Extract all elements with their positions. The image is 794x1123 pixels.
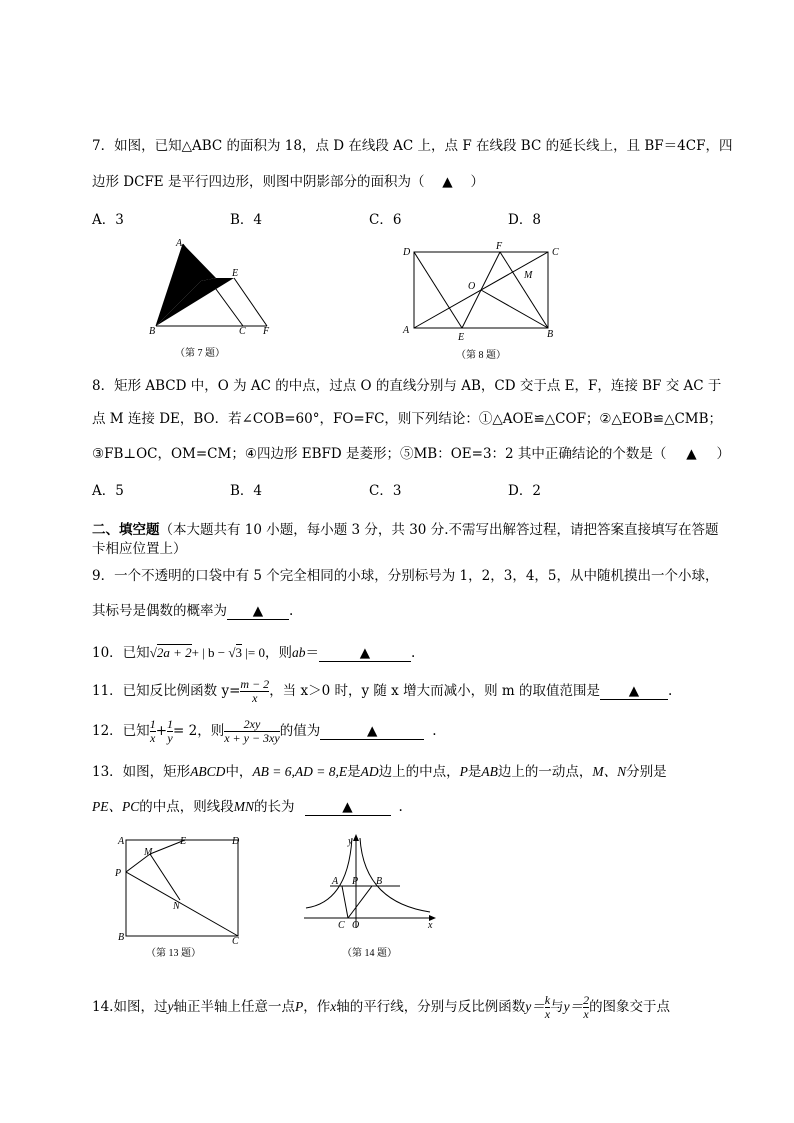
q14-kx: x (544, 1007, 551, 1021)
fig7-label-b: B (149, 326, 156, 337)
fig8-segment-fb (500, 252, 548, 328)
q9-line2-text: 其标号是偶数的概率为 (92, 603, 227, 619)
q14-t3: 轴的平行线，分别与反比例函数 (336, 999, 526, 1015)
q12-pre: 12．已知 (92, 723, 150, 739)
fig7-label-c: C (239, 326, 246, 337)
q8-option-b: B．4 (230, 483, 263, 499)
figure-8 (400, 240, 566, 364)
q12-line (92, 718, 437, 745)
fig13-label-d: D (232, 836, 240, 847)
fig8-caption: （第 8 题） (456, 350, 506, 361)
q12-f2-den: y (167, 731, 173, 745)
q7-option-b: B．4 (230, 212, 263, 228)
q10-var: ab (291, 645, 306, 660)
fig8-label-d: D (403, 247, 411, 258)
q9-answer-blank: ▲ (227, 603, 289, 620)
q8-line2: 点 M 连接 DE，BO．若∠COB=60°，FO=FC，则下列结论：①△AOE≌△COF；②△EOB≌△CMB； (92, 411, 723, 427)
q8-line3-text: ③FB⊥OC，OM=CM；④四边形 EBFD 是菱形；⑤MB：OE=3：2 其中正确结论的个数是（ (92, 446, 667, 462)
figure-7 (140, 236, 280, 364)
q11-denominator: x (240, 691, 269, 705)
q13-t4: 是 (467, 764, 482, 780)
section2-line2: 卡相应位置上） (92, 541, 187, 557)
q14-k: k (544, 993, 551, 1007)
q11-period: . (667, 683, 673, 699)
q12-f2-num: 1 (167, 717, 173, 731)
fig14-caption: （第 14 题） (342, 948, 397, 959)
q10-post: ，则 (264, 645, 292, 661)
fig13-label-n: N (173, 901, 180, 912)
fig14-label-y: y (348, 836, 353, 847)
q13-mn2: MN (233, 799, 254, 814)
q13-p: P (459, 764, 468, 779)
q13-pe: PE、PC (92, 799, 140, 814)
q7-option-d: D．8 (508, 212, 541, 228)
q13-period: . (398, 799, 403, 815)
fig8-label-o: O (468, 281, 476, 292)
q12-fraction-3 (224, 718, 280, 745)
q12-f1-den: x (150, 731, 156, 745)
fig14-curve-left (306, 838, 352, 908)
q8-line1: 8．矩形 ABCD 中，O 为 AC 的中点，过点 O 的直线分别与 AB，CD 交于点 E，F，连接 BF 交 AC 于 (92, 378, 722, 394)
q12-f1-num: 1 (149, 717, 156, 731)
fig13-label-b: B (118, 932, 125, 943)
q11-numerator: m − 2 (240, 677, 270, 691)
figure-13 (110, 832, 250, 962)
q9-period: . (289, 603, 294, 619)
fig14-curve-right (360, 838, 430, 912)
q13-answer-blank: ▲ (305, 799, 391, 816)
fig13-label-a: A (118, 836, 125, 847)
q14-t1: 轴正半轴上任意一点 (173, 999, 295, 1015)
fig8-segment-ob (481, 290, 548, 328)
q13-ad: AD (360, 764, 379, 779)
fig13-caption: （第 13 题） (146, 948, 201, 959)
q12-period: . (432, 723, 437, 739)
q12-post: 的值为 (279, 723, 321, 739)
q14-tx: x (583, 1007, 589, 1021)
q7-line2-end: ） (470, 174, 484, 190)
q10-sqrt-expression: √2a + 2+ | b − √3 |= 0 (149, 645, 265, 660)
q12-f3-num: 2xy (243, 717, 261, 731)
q11-fraction (240, 678, 269, 705)
q14-t5: 的图象交于点 (589, 999, 671, 1015)
q12-f3-den: x + y − 3xy (224, 731, 280, 745)
q7-line2-text: 边形 DCFE 是平行四边形，则图中阴影部分的面积为（ (92, 174, 425, 190)
fig14-label-p: P (352, 876, 359, 887)
q13-t5: 边上的一动点， (497, 764, 593, 780)
q8-line3-end: ） (716, 446, 730, 462)
q7-option-a: A．3 (92, 212, 124, 228)
fig13-label-e: E (180, 836, 187, 847)
q8-option-c: C．3 (369, 483, 402, 499)
q11-post: ，当 x＞0 时，y 随 x 增大而减小，则 m 的取值范围是 (269, 683, 600, 699)
fig8-label-b: B (547, 329, 554, 340)
q13-t7: 的中点，则线段 (139, 799, 234, 815)
fig7-label-e: E (232, 268, 239, 279)
q11-line (92, 678, 672, 705)
q10-period: . (410, 645, 416, 661)
fig13-label-c: C (232, 936, 239, 947)
q9-line1: 9．一个不透明的口袋中有 5 个完全相同的小球，分别标号为 1，2，3，4，5，从中随机摸出一个小球， (92, 568, 719, 584)
fig14-label-x: x (428, 920, 433, 931)
q10-tail: |= 0 (242, 645, 265, 660)
q7-option-c: C．6 (369, 212, 402, 228)
fig14-label-o: O (352, 920, 360, 931)
q14-t2: ，作 (303, 999, 331, 1015)
q9-line2 (92, 599, 293, 620)
q13-cond: AB = 6,AD = 8,E (252, 764, 348, 779)
fig8-segment-de (414, 252, 462, 328)
figure-14 (300, 832, 440, 962)
fig8-label-m: M (524, 270, 533, 281)
fig14-label-a: A (332, 876, 339, 887)
q10-line (92, 641, 415, 662)
q7-answer-mark: ▲ (442, 174, 453, 190)
q14-f1-pre: y＝ (525, 999, 545, 1014)
fig13-rectangle (126, 840, 238, 936)
q14-f2-pre: y＝ (563, 999, 584, 1014)
q14-pre: 14.如图，过 (92, 999, 168, 1015)
q13-ab: AB (481, 764, 498, 779)
q8-option-d: D．2 (508, 483, 541, 499)
q8-line3 (92, 442, 730, 462)
fig7-label-a: A (176, 238, 183, 249)
fig13-label-m: M (144, 847, 153, 858)
q13-pre: 13．如图，矩形 (92, 764, 191, 780)
fig13-segment-mn (150, 854, 180, 900)
q10-radicand: 2a + 2 (156, 645, 192, 660)
section2-intro: （本大题共有 10 小题，每小题 3 分，共 30 分.不需写出解答过程，请把答案直接填写在答题 (159, 522, 719, 538)
fig14-y-arrow (353, 834, 359, 841)
q14-t4: 与 (550, 999, 564, 1015)
q13-rect: ABCD (190, 764, 226, 779)
q10-eq: ＝ (305, 645, 319, 661)
q13-t8: 的长为 (254, 799, 295, 815)
q7-line2 (92, 170, 484, 190)
q13-t6: 分别是 (626, 764, 667, 780)
q11-answer-blank: ▲ (600, 683, 668, 700)
fig14-label-c: C (338, 920, 345, 931)
q13-mn: M、N (592, 764, 627, 779)
fig8-label-e: E (458, 332, 465, 343)
q12-answer-blank: ▲ (320, 723, 424, 740)
q14-line1 (92, 994, 670, 1021)
fig7-side-ef (234, 278, 267, 326)
q13-line2 (92, 795, 403, 816)
q14-y: y (167, 999, 174, 1014)
q10-sqrt3: 3 (235, 645, 243, 660)
q11-pre: 11．已知反比例函数 y= (92, 683, 241, 699)
fig14-label-b: B (376, 876, 383, 887)
fig7-label-f: F (263, 326, 270, 337)
fig8-label-c: C (552, 247, 559, 258)
q10-answer-blank: ▲ (319, 645, 411, 662)
fig13-label-p: P (115, 868, 122, 879)
q14-x: x (330, 999, 337, 1014)
q8-answer-mark: ▲ (686, 446, 697, 462)
section2-heading: 二、填空题 (92, 522, 160, 538)
q13-t1: 中， (225, 764, 253, 780)
q12-eq: = 2 (173, 723, 198, 739)
fig14-segment-ac (342, 886, 348, 918)
fig14-segment-cb (348, 886, 372, 918)
q14-point-p: P (294, 999, 304, 1014)
fig7-caption: （第 7 题） (175, 348, 225, 359)
fig13-segment-pc (126, 872, 238, 936)
q12-mid: ，则 (197, 723, 225, 739)
q10-pre: 10．已知 (92, 645, 150, 661)
q12-plus: + (155, 723, 167, 739)
q13-line1 (92, 760, 667, 780)
section2-line1 (92, 518, 718, 538)
fig8-label-a: A (403, 325, 410, 336)
fig8-label-f: F (496, 241, 503, 252)
fig7-label-d: D (191, 274, 199, 285)
q7-line1: 7．如图，已知△ABC 的面积为 18，点 D 在线段 AC 上，点 F 在线段 BC 的延长线上，且 BF＝4CF，四 (92, 138, 733, 154)
q13-t2: 是 (347, 764, 361, 780)
q10-mid: + | b − (191, 645, 229, 660)
q13-t3: 边上的中点， (378, 764, 460, 780)
q8-option-a: A．5 (92, 483, 124, 499)
q14-two: 2 (583, 993, 590, 1007)
